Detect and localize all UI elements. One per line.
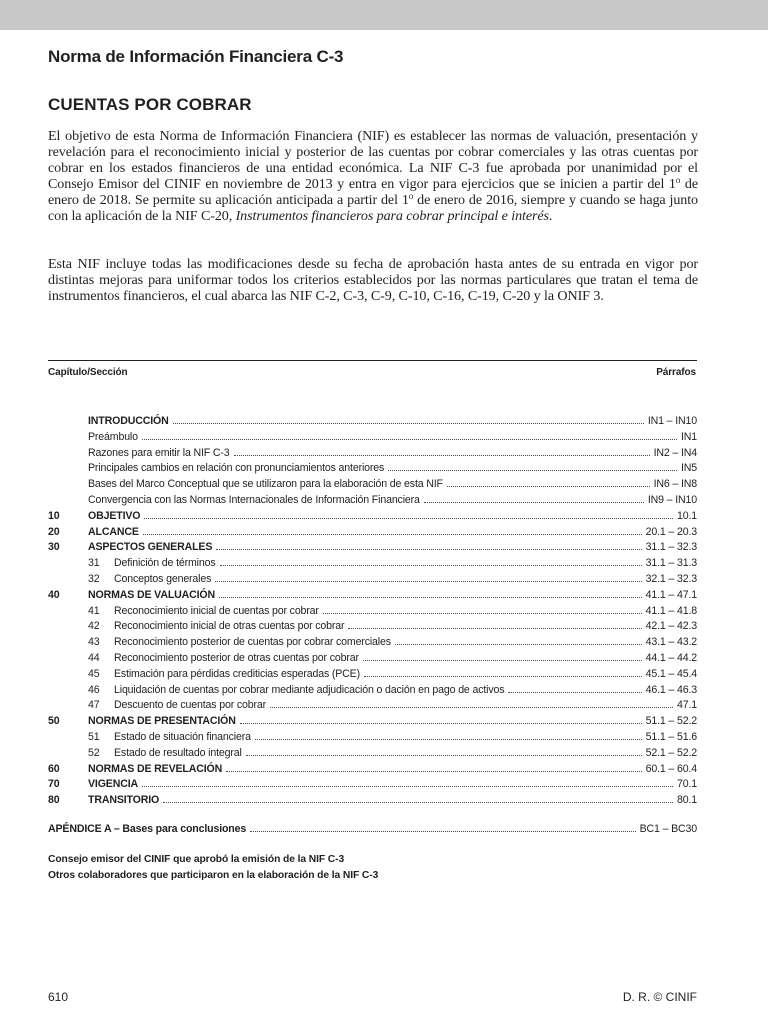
dot-leader: [215, 572, 641, 582]
toc-entry-label: Principales cambios en relación con pronunciamientos anteriores: [88, 462, 385, 475]
dot-leader: [173, 414, 644, 424]
toc-entry-ref: IN1: [680, 430, 697, 443]
toc-entry-ref: 60.1 – 60.4: [645, 762, 697, 775]
referenced-norm-title: Instrumentos financieros para cobrar principal e interés: [235, 208, 549, 225]
dot-leader: [424, 493, 644, 503]
toc-entry-label: Convergencia con las Normas Internacionales de Información Financiera: [88, 494, 420, 506]
toc-row[interactable]: [48, 572, 697, 588]
toc-entry-ref: IN2 – IN4: [653, 446, 697, 459]
toc-entry-ref: 31.1 – 31.3: [645, 557, 697, 570]
toc-row[interactable]: [48, 588, 697, 604]
dot-leader: [364, 667, 642, 677]
toc-appendix-ref: BC1 – BC30: [639, 823, 697, 835]
dot-leader: [163, 793, 673, 803]
cinif-board-line: Consejo emisor del CINIF que aprobó la emisión de la NIF C-3: [48, 854, 345, 865]
toc-section-number: 41: [88, 604, 100, 617]
toc-entry-label: ASPECTOS GENERALES: [88, 541, 213, 554]
toc-row[interactable]: [48, 762, 697, 778]
toc-row[interactable]: [48, 746, 697, 762]
toc-entry-ref: 42.1 – 42.3: [645, 620, 697, 633]
toc-entry-ref: 31.1 – 32.3: [645, 541, 697, 554]
toc-entry-label: Estimación para pérdidas crediticias esperadas (PCE): [114, 667, 360, 680]
dot-leader: [220, 556, 642, 566]
toc-entry-ref: 51.1 – 52.2: [645, 715, 697, 728]
toc-entry-ref: 32.1 – 32.3: [645, 573, 697, 585]
ordinal-superscript: o: [408, 191, 414, 202]
toc-entry-ref: 41.1 – 47.1: [645, 588, 697, 601]
toc-row[interactable]: [48, 698, 697, 714]
dot-leader: [508, 683, 641, 693]
toc-entry-label: NORMAS DE REVELACIÓN: [88, 762, 223, 775]
toc-entry-label: Preámbulo: [88, 430, 138, 443]
toc-row[interactable]: [48, 793, 697, 809]
toc-header-chapter: Capítulo/Sección: [48, 367, 128, 378]
dot-leader: [142, 430, 677, 440]
toc-entry-label: Reconocimiento inicial de cuentas por cobrar: [114, 604, 319, 617]
toc-row[interactable]: [48, 540, 697, 556]
toc-chapter-number: 50: [48, 715, 60, 728]
toc-entry-label: NORMAS DE PRESENTACIÓN: [88, 715, 236, 728]
toc-entry-label: Estado de situación financiera: [114, 731, 251, 743]
toc-row[interactable]: [48, 651, 697, 667]
toc-row[interactable]: [48, 777, 697, 793]
toc-section-number: 47: [88, 699, 100, 712]
intro-text-part-d: .: [548, 208, 553, 225]
toc-entry-ref: IN6 – IN8: [653, 478, 697, 491]
intro-paragraph-2: Esta NIF incluye todas las modificaciones desde su fecha de aprobación hasta antes de su entrada en vigor por distintas mejoras para uniformar todos los criterios establecidos por las normas particulares que tratan el tema de instrumentos financieros, el cual abarca las NIF C-2, C-3, C-9, C-10, C-16, C-19, C-20 y la ONIF 3.: [48, 256, 698, 305]
toc-entry-ref: IN9 – IN10: [647, 494, 697, 506]
copyright-notice: D. R. © CINIF: [622, 990, 697, 1004]
intro-text-part-b: de enero de 2018. Se permite su aplicación anticipada a partir del 1: [48, 176, 699, 209]
dot-leader: [255, 730, 642, 740]
toc-entry-ref: 80.1: [676, 794, 697, 807]
page-number: 610: [48, 990, 69, 1004]
toc-entry-ref: 10.1: [676, 509, 697, 522]
toc-entry-ref: 45.1 – 45.4: [645, 667, 697, 680]
toc-section-number: 52: [88, 746, 100, 759]
toc-row[interactable]: [48, 635, 697, 651]
toc-entry-label: ALCANCE: [88, 525, 139, 538]
toc-row[interactable]: [48, 461, 697, 477]
dot-leader: [219, 588, 642, 598]
toc-entry-ref: 41.1 – 41.8: [645, 604, 697, 617]
toc-entry-ref: IN5: [680, 462, 697, 475]
toc-entry-ref: 52.1 – 52.2: [645, 746, 697, 759]
toc-section-number: 32: [88, 573, 100, 585]
toc-entry-label: NORMAS DE VALUACIÓN: [88, 588, 216, 601]
toc-section-number: 42: [88, 620, 100, 633]
dot-leader: [240, 714, 642, 724]
toc-chapter-number: 10: [48, 509, 60, 522]
toc-entry-ref: 47.1: [676, 699, 697, 712]
toc-chapter-number: 70: [48, 778, 60, 791]
dot-leader: [144, 509, 673, 519]
toc-chapter-number: 40: [48, 588, 60, 601]
dot-leader: [143, 525, 642, 535]
toc-row[interactable]: [48, 446, 697, 462]
toc-entry-label: Reconocimiento posterior de otras cuentas por cobrar: [114, 652, 359, 664]
norm-title: Norma de Información Financiera C-3: [48, 47, 344, 66]
toc-entry-label: Liquidación de cuentas por cobrar mediante adjudicación o dación en pago de activos: [114, 683, 505, 696]
ordinal-superscript: o: [675, 175, 681, 186]
dot-leader: [216, 540, 641, 550]
dot-leader: [250, 822, 635, 832]
toc-row[interactable]: [48, 730, 697, 746]
toc-entry-label: Estado de resultado integral: [114, 746, 242, 759]
toc-entry-label: Conceptos generales: [114, 573, 212, 585]
toc-chapter-number: 30: [48, 541, 60, 554]
toc-row[interactable]: [48, 414, 697, 430]
dot-leader: [323, 604, 642, 614]
toc-entry-label: Reconocimiento inicial de otras cuentas por cobrar: [114, 620, 345, 633]
toc-chapter-number: 60: [48, 762, 60, 775]
toc-entry-label: Descuento de cuentas por cobrar: [114, 699, 266, 712]
toc-chapter-number: 20: [48, 525, 60, 538]
toc-header-paragraphs: Párrafos: [656, 367, 696, 378]
toc-row[interactable]: [48, 556, 697, 572]
dot-leader: [270, 698, 673, 708]
toc-entry-ref: IN1 – IN10: [647, 415, 697, 427]
toc-entry-ref: 20.1 – 20.3: [645, 525, 697, 538]
toc-entry-label: INTRODUCCIÓN: [88, 415, 169, 427]
toc-row[interactable]: [48, 604, 697, 620]
toc-entry-ref: 44.1 – 44.2: [645, 652, 697, 664]
toc-row[interactable]: [48, 430, 697, 446]
dot-leader: [395, 635, 642, 645]
toc-entry-label: OBJETIVO: [88, 509, 141, 522]
toc-section-number: 44: [88, 652, 100, 664]
dot-leader: [246, 746, 642, 756]
toc-section-number: 45: [88, 667, 100, 680]
toc-row[interactable]: [48, 509, 697, 525]
dot-leader: [447, 477, 650, 487]
dot-leader: [142, 777, 673, 787]
dot-leader: [363, 651, 642, 661]
toc-section-number: 31: [88, 557, 100, 570]
toc-entry-ref: 43.1 – 43.2: [645, 636, 697, 649]
dot-leader: [348, 619, 641, 629]
dot-leader: [234, 446, 650, 456]
toc-row[interactable]: [48, 525, 697, 541]
intro-text-part-c: de enero de 2016, siempre y cuando se haga junto con la aplicación de la NIF C-20,: [48, 192, 698, 225]
toc-entry-label: Reconocimiento posterior de cuentas por cobrar comerciales: [114, 636, 391, 649]
dot-leader: [226, 762, 641, 772]
intro-text-part-a: El objetivo de esta Norma de Información Financiera (NIF) es establecer las normas de valuación, presentación y revelación para el reconocimiento inicial y posterior de las cuentas por cobrar comerciales y las otras cuentas por cobrar en los estados financieros de una entidad económica. La NIF C-3 fue aprobada por unanimidad por el Consejo Emisor del CINIF en noviembre de 2013 y entra en vigor para ejercicios que se inicien a partir del 1: [48, 128, 698, 193]
toc-row[interactable]: [48, 477, 697, 493]
toc-section-number: 43: [88, 636, 100, 649]
toc-entry-label: TRANSITORIO: [88, 794, 160, 807]
toc-chapter-number: 80: [48, 794, 60, 807]
dot-leader: [388, 461, 677, 471]
toc-row[interactable]: [48, 619, 697, 635]
toc-entry-label: Definición de términos: [114, 557, 216, 570]
toc-row[interactable]: [48, 667, 697, 683]
toc-entry-ref: 51.1 – 51.6: [645, 731, 697, 743]
toc-row[interactable]: [48, 683, 697, 699]
toc-appendix-label: APÉNDICE A – Bases para conclusiones: [48, 823, 247, 835]
toc-entry-label: Bases del Marco Conceptual que se utilizaron para la elaboración de esta NIF: [88, 478, 443, 491]
other-collaborators-line: Otros colaboradores que participaron en la elaboración de la NIF C-3: [48, 870, 379, 881]
toc-section-number: 51: [88, 731, 100, 743]
toc-entry-ref: 70.1: [676, 778, 697, 791]
toc-entry-label: Razones para emitir la NIF C-3: [88, 446, 230, 459]
toc-entry-label: VIGENCIA: [88, 778, 139, 791]
document-title: CUENTAS POR COBRAR: [48, 95, 252, 114]
toc-section-number: 46: [88, 683, 100, 696]
toc-row[interactable]: [48, 493, 697, 509]
toc-appendix-row[interactable]: [48, 822, 697, 838]
toc-entry-ref: 46.1 – 46.3: [645, 683, 697, 696]
toc-row[interactable]: [48, 714, 697, 730]
